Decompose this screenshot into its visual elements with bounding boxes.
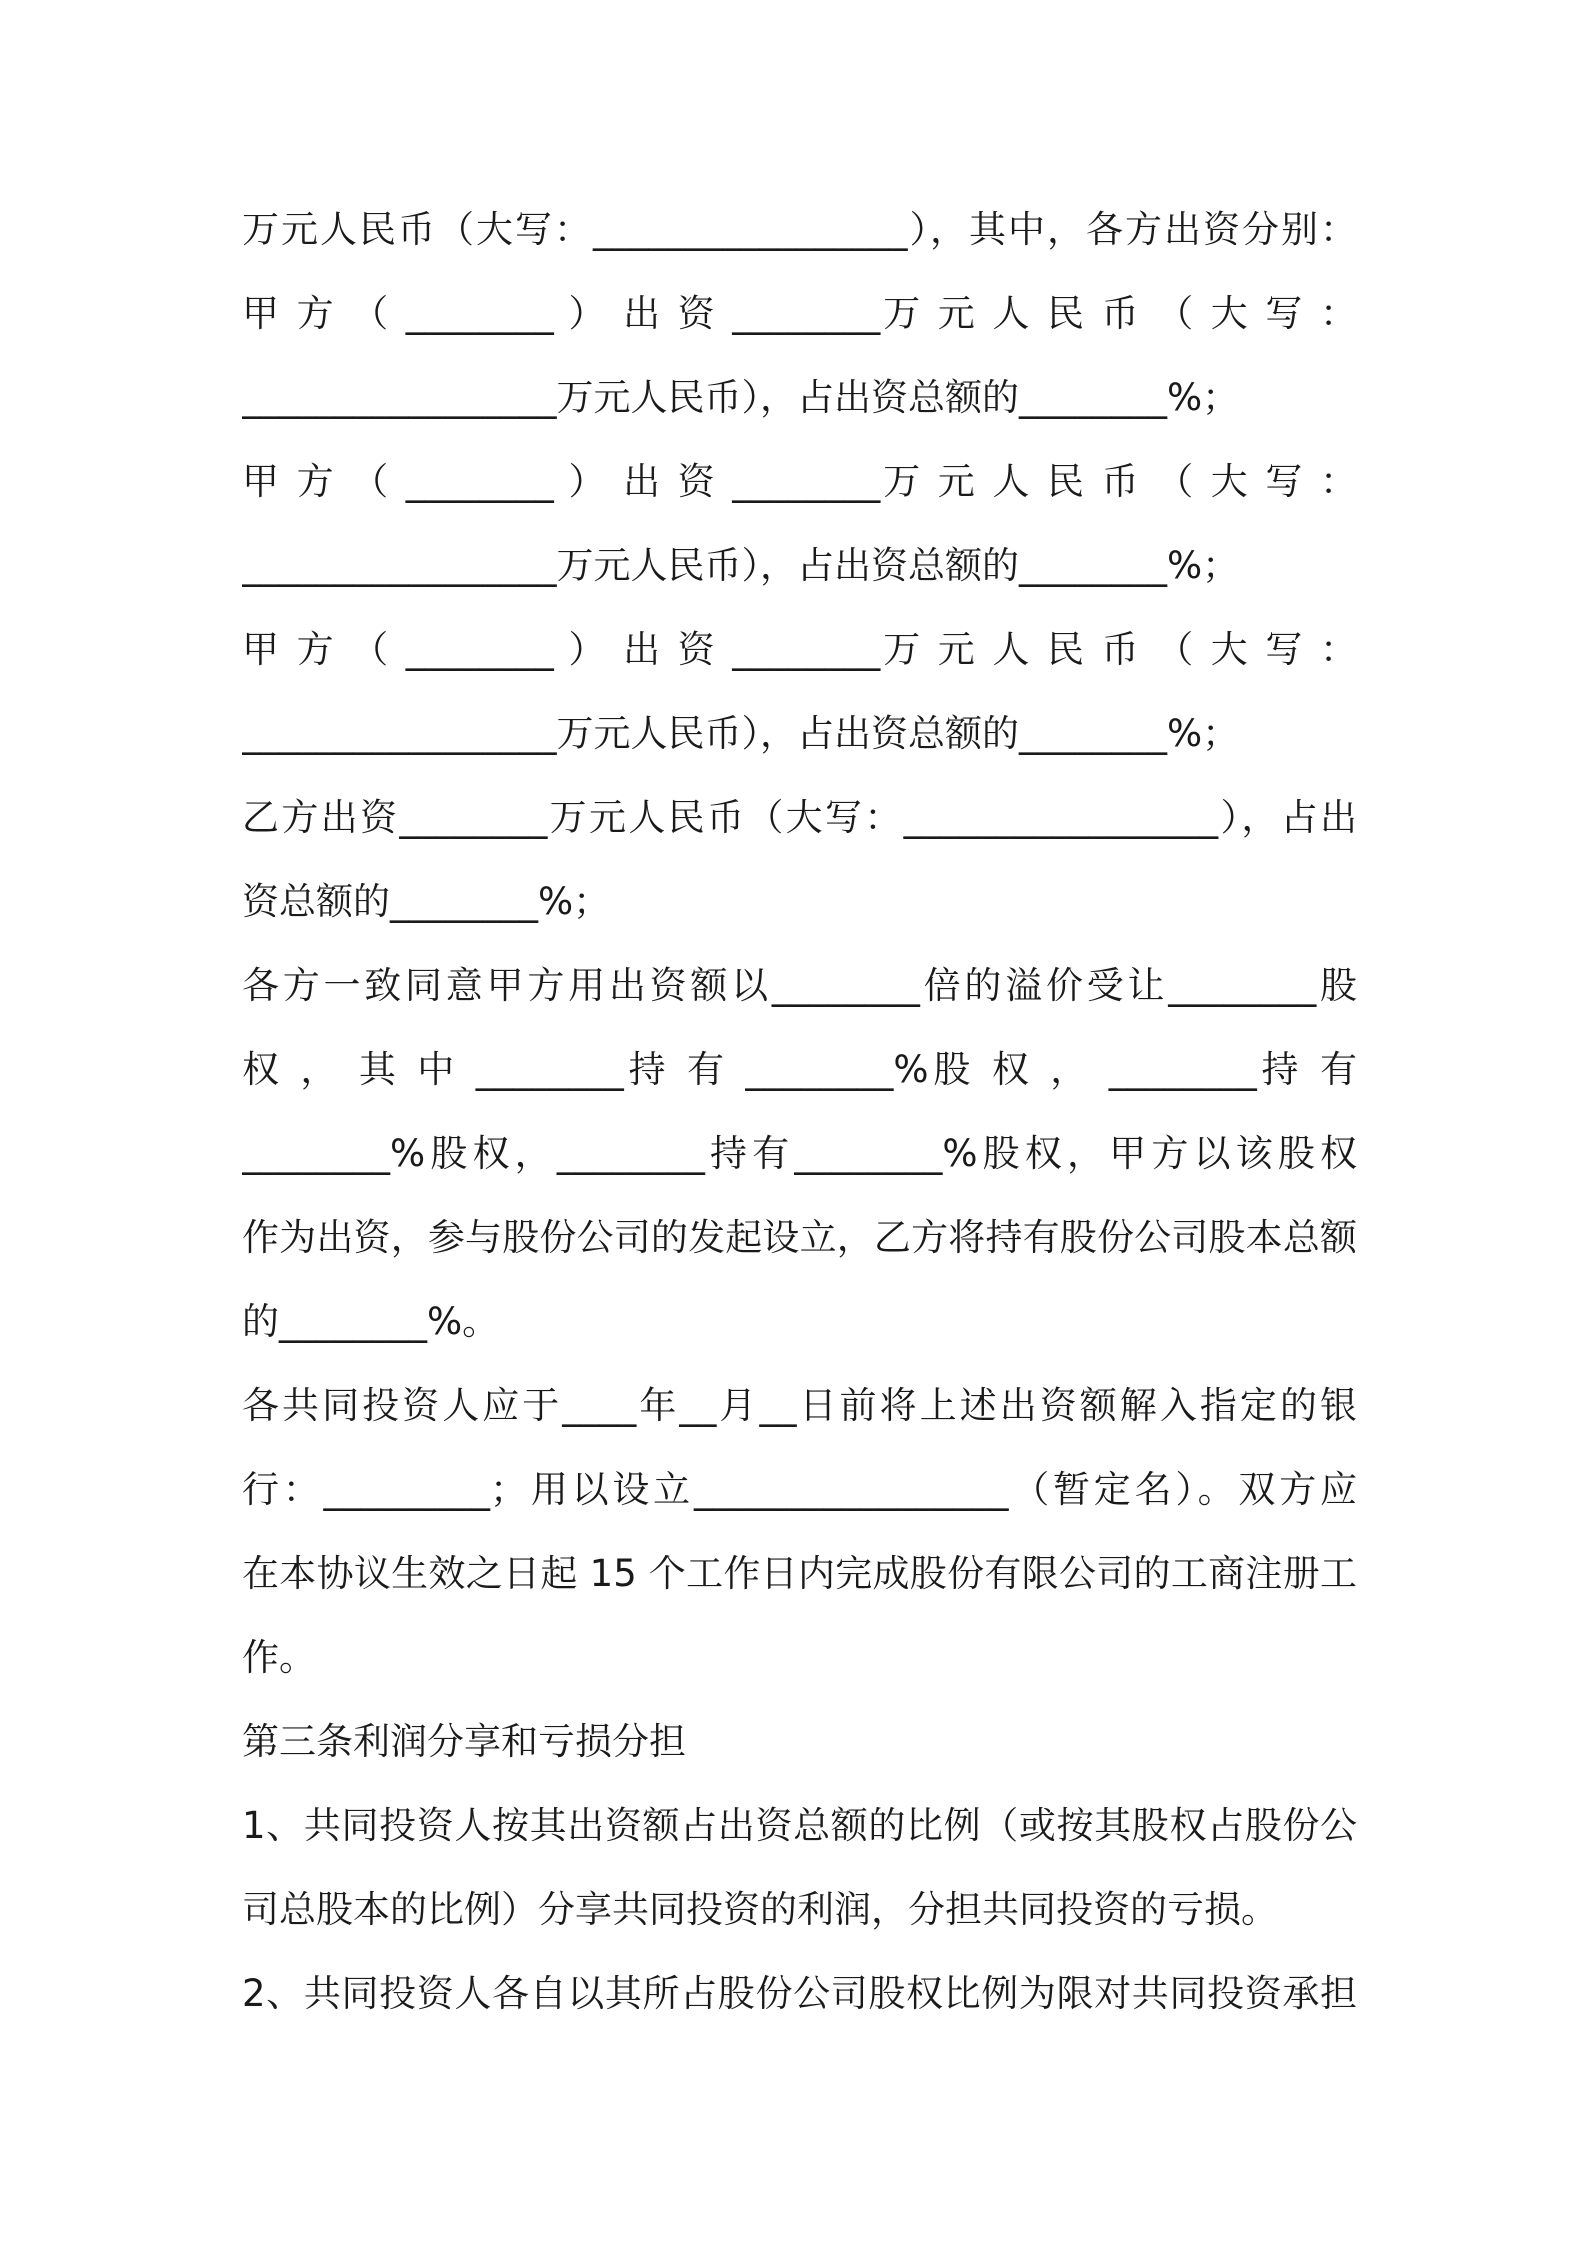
document-body [242,198,1357,2046]
text-line: 甲 方 （ ________ ） 出 资 ________万 元 人 民 币 （ 大 写 ： [242,460,1357,503]
text-line: _________________万元人民币），占出资总额的________%； [242,712,1240,755]
text-line: 作。 [242,1636,316,1679]
text-line: 在本协议生效之日起 15 个工作日内完成股份有限公司的工商注册工 [242,1552,1357,1595]
text-line: 各共同投资人应于____年__月__日前将上述出资额解入指定的银 [242,1384,1357,1427]
text-line: ________%股权，________持有________%股权，甲方以该股权 [242,1132,1357,1175]
text-line: _________________万元人民币），占出资总额的________%； [242,376,1240,419]
text-line: 1、共同投资人按其出资额占出资总额的比例（或按其股权占股份公 [242,1804,1357,1847]
text-line: 司总股本的比例）分享共同投资的利润，分担共同投资的亏损。 [242,1888,1278,1931]
text-line: 行：_________；用以设立_________________（暂定名）。双方应 [242,1468,1357,1511]
text-line: 各方一致同意甲方用出资额以________倍的溢价受让________股 [242,964,1357,1007]
section-heading: 第三条利润分享和亏损分担 [242,1720,686,1763]
text-line: 资总额的________%； [242,880,611,923]
text-line: 甲 方 （ ________ ） 出 资 ________万 元 人 民 币 （ 大 写 ： [242,292,1357,335]
text-line: 甲 方 （ ________ ） 出 资 ________万 元 人 民 币 （ 大 写 ： [242,628,1357,671]
text-line: 万元人民币（大写：_________________），其中，各方出资分别： [242,208,1357,251]
text-line: _________________万元人民币），占出资总额的________%； [242,544,1240,587]
text-line: 乙方出资________万元人民币（大写：_________________），占出 [242,796,1357,839]
text-line: 的________%。 [242,1300,500,1343]
text-line: 2、共同投资人各自以其所占股份公司股权比例为限对共同投资承担 [242,1972,1357,2015]
text-line: 权 ， 其 中 ________持 有 ________%股 权 ， ________持 有 [242,1048,1357,1091]
text-line: 作为出资，参与股份公司的发起设立，乙方将持有股份公司股本总额 [242,1216,1357,1259]
